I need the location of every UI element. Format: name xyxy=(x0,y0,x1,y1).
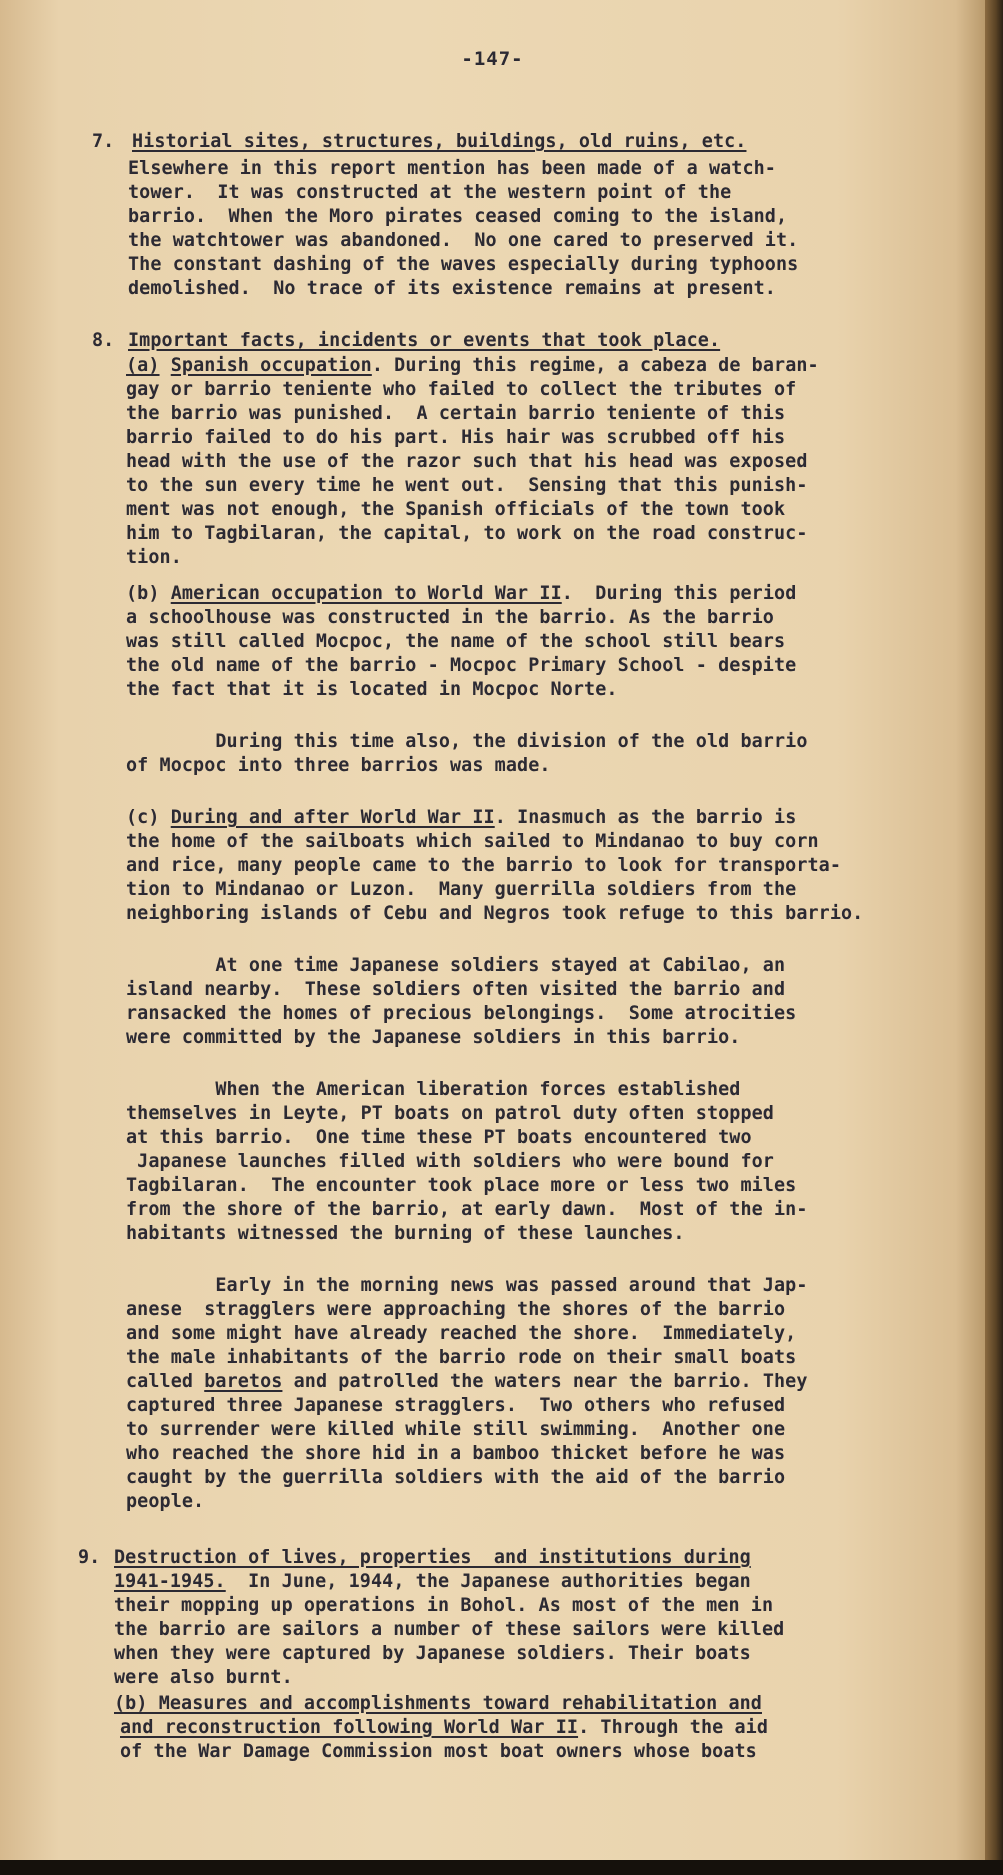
item-8c-para4-line-5-post: and patrolled the waters near the barrio. They xyxy=(282,1371,808,1392)
item-8a-first-line xyxy=(126,354,819,378)
item-9b-line-1: (b) Measures and accomplishments toward rehabilitation and xyxy=(114,1693,762,1714)
item-8c-para4-line-4: the male inhabitants of the barrio rode on their small boats xyxy=(126,1347,797,1368)
item-8c-line-1: the home of the sailboats which sailed to Mindanao to buy corn xyxy=(126,831,819,852)
item-8a-line-7: him to Tagbilaran, the capital, to work on the road construc- xyxy=(126,523,808,544)
item-8c-para4-line-2: anese stragglers were approaching the shores of the barrio xyxy=(126,1299,786,1320)
item-8a-line-6: ment was not enough, the Spanish officials of the town took xyxy=(126,499,786,520)
item-9-heading-2: 1941-1945. xyxy=(114,1571,226,1592)
item-8c-para4-line-5 xyxy=(126,1370,808,1394)
item-7-number: 7. xyxy=(92,131,115,152)
item-9-first-line xyxy=(114,1570,751,1594)
item-8a-line-2: the barrio was punished. A certain barrio teniente of this xyxy=(126,403,786,424)
item-7-line-4: the watchtower was abandoned. No one cared to preserved it. xyxy=(128,230,799,251)
item-8c-para4-line-1: Early in the morning news was passed around that Jap- xyxy=(126,1275,808,1296)
item-8c-title: During and after World War II xyxy=(170,807,495,828)
item-8-heading: Important facts, incidents or events that took place. xyxy=(128,330,721,351)
item-9-line-3: when they were captured by Japanese soldiers. Their boats xyxy=(114,1643,751,1664)
item-8a-title: Spanish occupation xyxy=(170,355,372,376)
item-8b-title: American occupation to World War II xyxy=(170,583,562,604)
item-7-line-2: tower. It was constructed at the western point of the xyxy=(128,182,732,203)
item-9-first-rest: In June, 1944, the Japanese authorities began xyxy=(225,1571,751,1592)
item-8c-para3-line-1: When the American liberation forces established xyxy=(126,1079,741,1100)
item-8c-para4-line-5-pre: called xyxy=(126,1371,205,1392)
item-8-number: 8. xyxy=(92,330,115,351)
item-9-line-1: their mopping up operations in Bohol. As most of the men in xyxy=(114,1595,774,1616)
item-7-heading: Historial sites, structures, buildings, old ruins, etc. xyxy=(132,131,747,152)
item-8c-line-3: tion to Mindanao or Luzon. Many guerrilla soldiers from the xyxy=(126,879,797,900)
item-8b-line-2: was still called Mocpoc, the name of the school still bears xyxy=(126,631,786,652)
page-bottom-edge xyxy=(0,1860,1003,1875)
item-8a-mark: (a) xyxy=(126,355,160,376)
item-8c-para2-line-4: were committed by the Japanese soldiers in this barrio. xyxy=(126,1027,741,1048)
item-8a-line-3: barrio failed to do his part. His hair was scrubbed off his xyxy=(126,427,786,448)
book-spine xyxy=(985,0,1003,1875)
item-7-line-3: barrio. When the Moro pirates ceased coming to the island, xyxy=(128,206,788,227)
item-8a-line-8: tion. xyxy=(126,547,182,568)
item-8c-para4-line-10: people. xyxy=(126,1491,205,1512)
item-8b-first-line xyxy=(126,582,796,606)
item-8c-para2-line-3: ransacked the homes of precious belongings. Some atrocities xyxy=(126,1003,797,1024)
item-8c-line-4: neighboring islands of Cebu and Negros took refuge to this barrio. xyxy=(126,903,864,924)
item-8c-para2-line-2: island nearby. These soldiers often visited the barrio and xyxy=(126,979,786,1000)
item-8c-para3-line-3: at this barrio. One time these PT boats encountered two xyxy=(126,1127,752,1148)
item-8c-para3-line-4: Japanese launches filled with soldiers who were bound for xyxy=(126,1151,774,1172)
item-8c-para4-line-3: and some might have already reached the shore. Immediately, xyxy=(126,1323,797,1344)
item-8c-para3-line-6: from the shore of the barrio, at early dawn. Most of the in- xyxy=(126,1199,808,1220)
item-9-line-4: were also burnt. xyxy=(114,1667,293,1688)
item-7-line-6: demolished. No trace of its existence remains at present. xyxy=(128,278,776,299)
item-8c-para4-line-7: to surrender were killed while still swimming. Another one xyxy=(126,1419,786,1440)
item-8a-first-rest: . During this regime, a cabeza de baran- xyxy=(371,355,819,376)
item-8b-mark: (b) xyxy=(126,583,160,604)
item-8c-para3-line-2: themselves in Leyte, PT boats on patrol duty often stopped xyxy=(126,1103,774,1124)
item-8b-first-rest: . During this period xyxy=(561,583,797,604)
item-8c-para4-baretos: baretos xyxy=(204,1371,283,1392)
item-9b-line-3: of the War Damage Commission most boat owners whose boats xyxy=(120,1741,757,1762)
item-9b-line-2-rest: . Through the aid xyxy=(578,1717,768,1738)
item-8a-line-4: head with the use of the razor such that his head was exposed xyxy=(126,451,808,472)
page-number: -147- xyxy=(461,48,524,70)
item-8a-line-5: to the sun every time he went out. Sensing that this punish- xyxy=(126,475,808,496)
item-8a-line-1: gay or barrio teniente who failed to collect the tributes of xyxy=(126,379,797,400)
item-9-number: 9. xyxy=(78,1547,101,1568)
item-8c-para2-line-1: At one time Japanese soldiers stayed at Cabilao, an xyxy=(126,955,786,976)
item-8c-para4-line-6: captured three Japanese stragglers. Two others who refused xyxy=(126,1395,786,1416)
item-7-line-5: The constant dashing of the waves especially during typhoons xyxy=(128,254,799,275)
item-8b-line-4: the fact that it is located in Mocpoc Norte. xyxy=(126,679,618,700)
item-9-line-2: the barrio are sailors a number of these sailors were killed xyxy=(114,1619,785,1640)
item-9b-line-2 xyxy=(120,1716,768,1740)
item-8c-first-rest: . Inasmuch as the barrio is xyxy=(494,807,797,828)
item-8c-para4-line-9: caught by the guerrilla soldiers with the aid of the barrio xyxy=(126,1467,786,1488)
item-8c-para3-line-7: habitants witnessed the burning of these launches. xyxy=(126,1223,685,1244)
item-8b-para2-line-1: During this time also, the division of the old barrio xyxy=(126,731,808,752)
item-8c-mark: (c) xyxy=(126,807,160,828)
item-8b-para2-line-2: of Mocpoc into three barrios was made. xyxy=(126,755,551,776)
item-8c-para3-line-5: Tagbilaran. The encounter took place more or less two miles xyxy=(126,1175,797,1196)
item-8c-para4-line-8: who reached the shore hid in a bamboo thicket before he was xyxy=(126,1443,786,1464)
item-9b-title: and reconstruction following World War II xyxy=(120,1717,579,1738)
item-8c-line-2: and rice, many people came to the barrio to look for transporta- xyxy=(126,855,842,876)
item-7-line-1: Elsewhere in this report mention has been made of a watch- xyxy=(128,158,776,179)
item-8b-line-1: a schoolhouse was constructed in the barrio. As the barrio xyxy=(126,607,774,628)
item-9-heading-1: Destruction of lives, properties and institutions during xyxy=(114,1547,751,1568)
item-8b-line-3: the old name of the barrio - Mocpoc Primary School - despite xyxy=(126,655,797,676)
item-8c-first-line xyxy=(126,806,796,830)
